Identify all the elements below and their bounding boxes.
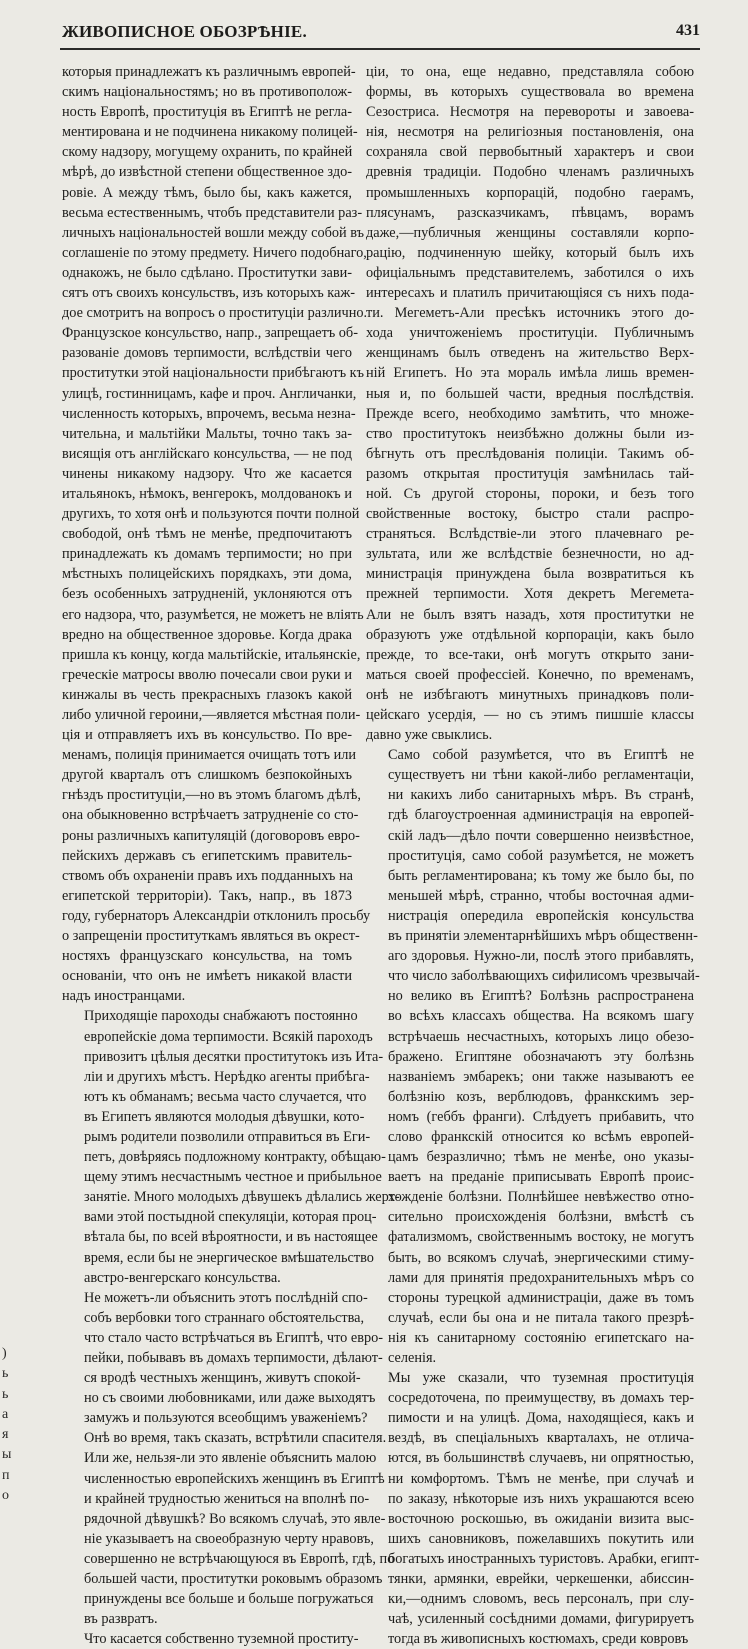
text-line: либо уличной героини,—является мѣстная поли- <box>62 707 361 723</box>
text-line: вредно на общественное здоровье. Когда драка <box>62 626 352 643</box>
text-line: сительно происхожденія болѣзни, вмѣстѣ съ <box>388 1209 694 1226</box>
text-line: ній Египетъ. Но эта мораль имѣла лишь времен- <box>366 365 694 382</box>
text-line: сосредоточена, по преимуществу, въ домахъ тер- <box>388 1390 694 1407</box>
text-line: прежде, то все-таки, онѣ могутъ открыто зани- <box>366 646 694 663</box>
text-line: другихъ, то хотя онѣ и пользуются почти полной <box>62 506 360 523</box>
text-line: онѣ не избѣгаютъ минутныхъ принадковъ поли- <box>366 686 694 703</box>
text-line: Французское консульство, напр., запрещаетъ об- <box>62 325 358 342</box>
text-line: ни какихъ либо санитарныхъ мѣръ. Въ странѣ, <box>388 787 694 804</box>
text-line: разованіе домовъ терпимости, вслѣдствіи чего <box>62 345 352 362</box>
text-line: проститутки этой національности прибѣгаютъ къ <box>62 365 365 382</box>
text-line: чинены никакому надзору. Что же касается <box>62 465 352 482</box>
text-line: гнѣздъ проституціи,—но въ этомъ благомъ дѣлѣ, <box>62 787 361 804</box>
text-line: основаніи, что онъ не имѣетъ никакой власти <box>62 968 352 985</box>
text-line: нистрація опередила европейскія консульства <box>388 907 694 924</box>
header-rule <box>60 48 700 50</box>
text-line: Что касается собственно туземной проститу- <box>84 1631 359 1648</box>
paragraph <box>366 62 694 745</box>
text-line: году, губернаторъ Александріи отклонилъ просьбу <box>62 907 371 924</box>
text-line: ваетъ на преданіе приписывать Европѣ проис- <box>388 1169 694 1186</box>
text-line: ются, въ большинствѣ случаевъ, ни опрятностью, <box>388 1450 694 1467</box>
text-line: мѣрѣ, до извѣстной степени общественное здо- <box>62 164 352 181</box>
text-line: селенія. <box>388 1350 437 1366</box>
text-line: женщинамъ былъ отведенъ на жительство Верх- <box>366 345 694 362</box>
page-header <box>60 16 700 50</box>
text-line: собъ вербовки того страннаго обстоятельства, <box>84 1309 365 1326</box>
text-line: мѣстныхъ полицейскихъ порядкахъ, эти дома, <box>62 566 352 583</box>
text-line: названіемъ эмбарекъ; они также называютъ ее <box>388 1068 694 1085</box>
text-line: дое смотритъ на вопросъ о проституціи различно. <box>62 305 368 322</box>
text-line: интересахъ и платилъ причитающіяся съ нихъ пода- <box>366 285 694 302</box>
text-line: надъ иностранцами. <box>62 988 186 1005</box>
text-line: хода уничтоженіемъ проституціи. Публичнымъ <box>366 325 694 342</box>
text-line: формы, въ которыхъ существовала во времена <box>366 84 694 101</box>
text-line: и крайней трудностью жениться на вполнѣ по- <box>84 1490 370 1507</box>
text-line: хожденіе болѣзни. Полнѣйшее невѣжество отно- <box>388 1189 694 1206</box>
text-line: по заказу, нѣкоторые изъ нихъ украшаются всею <box>388 1490 694 1507</box>
text-line: образуютъ уже отдѣльной корпораціи, какъ было <box>366 626 694 643</box>
text-line: рымъ родители позволили отправиться въ Еги- <box>84 1128 371 1145</box>
left-column <box>62 62 400 1649</box>
text-line: во всѣхъ классахъ общества. На всякомъ шагу <box>388 1008 694 1025</box>
text-line: ность Европѣ, проституція въ Египтѣ не регла- <box>62 104 352 121</box>
text-line: привозитъ цѣлыя десятки проститутокъ изъ Ита- <box>84 1048 384 1065</box>
text-line: европейскіе дома терпимости. Всякій пароходъ <box>84 1028 373 1045</box>
text-line: занятіе. Много молодыхъ дѣвушекъ дѣлались жерт- <box>84 1189 400 1206</box>
text-line: скимъ національностямъ; но въ противополож- <box>62 84 352 101</box>
text-line: нія къ санитарному состоянію египетскаго на- <box>388 1329 694 1346</box>
text-line: ство проститутокъ неизбѣжно должны были из- <box>366 425 694 442</box>
text-line: замужъ и пользуются всеобщимъ уваженіемъ? <box>84 1410 368 1427</box>
text-line: о запрещеніи проституткамъ являться въ окрест- <box>62 928 360 945</box>
text-line: личныхъ національностей вошли между собой въ <box>62 224 365 241</box>
edge-fragment: п <box>2 1467 10 1483</box>
text-line: сохраняла свой первобытный характеръ и свои <box>366 144 694 161</box>
text-line: зультата, или же вслѣдствіе безнечности, но ад- <box>366 546 694 563</box>
text-line: даже,—публичныя женщины составляли корпо- <box>366 224 694 241</box>
text-line: петъ, довѣряясь подложному контракту, обѣщаю- <box>84 1149 386 1166</box>
text-line: тогда въ живописныхъ костюмахъ, среди ковровъ <box>388 1631 689 1648</box>
text-line: пимости и на улицѣ. Дома, находящіеся, какъ и <box>388 1410 694 1427</box>
text-line: промышленныхъ корпорацій, подобно гаерамъ, <box>366 184 694 201</box>
text-line: богатыхъ иностранныхъ туристовъ. Арабки, египт- <box>388 1550 700 1567</box>
text-line: итальянокъ, нѣмокъ, венгерокъ, молдованокъ и <box>62 485 352 502</box>
text-line: численностью европейскихъ женщинъ въ Египтѣ <box>84 1470 385 1487</box>
text-line: Сезостриса. Несмотря на перевороты и завоева- <box>366 104 694 121</box>
text-line: вами этой постыдной спекуляціи, которая проц- <box>84 1209 377 1226</box>
text-line: слово франкскій относится ко всѣмъ европей- <box>388 1128 694 1145</box>
text-line: быть регламентирована; къ тому же было бы, по <box>388 867 694 884</box>
text-line: Не можетъ-ли объяснить этотъ послѣдній спо- <box>84 1289 368 1306</box>
text-line: въ развратъ. <box>84 1611 158 1628</box>
edge-fragment: о <box>2 1488 9 1504</box>
text-line: проституція, само собой разумѣется, не можетъ <box>388 847 694 864</box>
text-line: случаѣ, если бы она и не питала такого презрѣ- <box>388 1309 694 1326</box>
text-line: совершенно не встрѣчающуюся въ Европѣ, гдѣ, по <box>84 1550 395 1567</box>
text-line: быть, во всякомъ случаѣ, энергическими стиму- <box>388 1249 694 1266</box>
text-line: Само собой разумѣется, что въ Египтѣ не <box>388 747 694 764</box>
text-line: болѣзнію козъ, верблюдовъ, франкскимъ зер- <box>388 1088 694 1105</box>
text-line: маться своей профессіей. Конечно, по временамъ, <box>366 666 694 683</box>
text-line: греческіе матросы вволю почесали свои руки и <box>62 666 352 683</box>
text-line: она обыкновенно встрѣчаетъ затрудненіе со сто- <box>62 807 359 824</box>
text-line: рацію, подчиненную шейку, который былъ ихъ <box>366 244 694 261</box>
text-line: свойственные востоку, быстро стали распро- <box>366 506 694 523</box>
text-line: время, если бы не энергическое вмѣшательство <box>84 1249 374 1266</box>
paragraph <box>62 1629 359 1649</box>
text-line: египетской территоріи). Такъ, напр., въ 1873 <box>62 887 352 904</box>
text-line: чительна, и мальтійки Мальты, точно такъ за- <box>62 425 352 442</box>
text-line: численность которыхъ, впрочемъ, весьма незна- <box>62 405 356 422</box>
text-line: скій ладъ—дѣло почти совершенно неизвѣстное, <box>388 827 694 844</box>
text-line: аго здоровья. Нужно-ли, послѣ этого прибавлять, <box>388 948 694 965</box>
text-line: прежней терпимости. Хотя декретъ Мегемета- <box>366 586 694 603</box>
paragraph <box>62 1288 395 1630</box>
text-line: ліи и другихъ мѣстъ. Нерѣдко агенты прибѣга- <box>84 1068 370 1085</box>
text-line: менамъ, полиція принимается очищать тотъ или <box>62 747 357 764</box>
text-line: Прежде всего, необходимо замѣтить, что множе- <box>366 405 694 422</box>
text-line: весьма естественнымъ, чтобъ представители раз- <box>62 204 363 221</box>
text-line: рядочной дѣвушкѣ? Во всякомъ случаѣ, это явле- <box>84 1510 386 1527</box>
text-line: принуждены все больше и больше погружаться <box>84 1591 374 1608</box>
text-line: цейскаго усердія, — но съ этимъ пишшіе классы <box>366 707 694 723</box>
text-line: плясунамъ, разсказчикамъ, пѣвцамъ, ворамъ <box>366 204 694 221</box>
text-line: скому надзору, могущему охранить, по крайней <box>62 144 353 161</box>
text-line: давно уже свыклись. <box>366 727 493 744</box>
edge-fragment: ь <box>2 1366 9 1382</box>
text-line: ментирована и не подчинена никакому полицей- <box>62 124 358 141</box>
text-line: существуетъ ни тѣни какой-либо регламентаціи, <box>388 767 694 784</box>
text-line: улицѣ, гостинницамъ, кафе и проч. Англичанки, <box>62 385 357 402</box>
text-line: номъ (геббъ франги). Слѣдуетъ прибавить, что <box>388 1108 694 1125</box>
text-line: свободой, онѣ тѣмъ не менѣе, предпочитаютъ <box>62 526 352 543</box>
text-line: висящія отъ англійскаго консульства, — не под <box>62 445 352 462</box>
text-line: лами для принятія предохранительныхъ мѣръ со <box>388 1269 694 1286</box>
text-line: которыя принадлежатъ къ различнымъ европей- <box>62 64 356 80</box>
text-line: Приходящіе пароходы снабжаютъ постоянно <box>84 1008 358 1025</box>
text-line: встрѣчаешь несчастныхъ, которыхъ лицо обезо- <box>388 1028 694 1045</box>
paragraph <box>366 745 700 1368</box>
text-line: Али не былъ взятъ назадъ, хотя проститутки не <box>366 606 694 623</box>
text-line: ностяхъ французскаго консульства, на томъ <box>62 948 352 965</box>
text-line: что число заболѣвающихъ сифилисомъ чрезвычай- <box>388 968 700 985</box>
text-line: Мы уже сказали, что туземная проституція <box>388 1370 694 1387</box>
text-line: ція и отправляетъ ихъ въ консульство. По вре- <box>62 727 352 744</box>
journal-title: ЖИВОПИСНОЕ ОБОЗРѢНІЕ. <box>62 22 307 41</box>
text-line: разомъ открытая проституція замѣнилась тай- <box>366 465 694 482</box>
text-line: но съ своими любовниками, или даже выходятъ <box>84 1390 376 1407</box>
text-line: ся вродѣ честныхъ женщинъ, живутъ спокой- <box>84 1370 361 1387</box>
text-line: въ Египетъ являются молодыя дѣвушки, кото- <box>84 1108 365 1125</box>
text-line: вѣтала бы, по всей вѣроятности, и въ настоящее <box>84 1229 378 1246</box>
text-line: щему этимъ несчастнымъ честное и прибыльное <box>84 1169 382 1186</box>
text-line: пейки, побывавъ въ домахъ терпимости, дѣлают- <box>84 1350 383 1366</box>
text-line: что стало часто встрѣчаться въ Египтѣ, что евро- <box>84 1329 384 1346</box>
text-line: ровіе. А между тѣмъ, было бы, какъ кажется, <box>62 184 352 201</box>
text-line: но велико въ Египтѣ? Болѣзнь распространена <box>388 988 694 1005</box>
text-line: ки,—однимъ словомъ, весь персоналъ, при слу- <box>388 1591 694 1608</box>
text-line: ти. Мегеметъ-Али пресѣкъ источникъ этого до- <box>366 305 694 322</box>
text-line: въ принятіи элементарнѣйшихъ мѣръ общественн- <box>388 928 698 945</box>
text-line: ціи, то она, еще недавно, представляла собою <box>366 64 694 80</box>
text-line: шихъ сановниковъ, пожелавшихъ покутить или <box>388 1530 694 1547</box>
text-line: страняться. Вслѣдствіе-ли этого плачевнаго ре- <box>366 526 694 543</box>
edge-fragment: а <box>2 1406 9 1422</box>
text-line: ствомъ объ охраненіи правъ ихъ подданныхъ на <box>62 867 353 884</box>
text-line: стороны турецкой администраціи, даже въ томъ <box>388 1289 694 1306</box>
text-line: меньшей мѣрѣ, странно, чтобы восточная адми- <box>388 887 694 904</box>
text-line: безъ особенныхъ затрудненій, уклоняются отъ <box>62 586 352 603</box>
text-line: другой кварталъ отъ слишкомъ безпокойныхъ <box>62 767 352 784</box>
text-line: восточною роскошью, въ ожиданіи визита выс- <box>388 1510 694 1527</box>
edge-fragment: ь <box>2 1386 9 1402</box>
text-line: чаѣ, усиленный сосѣдними домами, фигурируетъ <box>388 1611 694 1628</box>
text-line: древнія традиціи. Подобно членамъ различныхъ <box>366 164 694 181</box>
text-line: цамъ безразлично; тѣмъ не менѣе, оно указы- <box>388 1149 694 1166</box>
text-line: принадлежать къ домамъ терпимости; но при <box>62 546 352 563</box>
page-number: 431 <box>676 22 700 39</box>
edge-fragment: ) <box>2 1346 7 1361</box>
text-line: ніе указываетъ на своеобразную черту нравовъ, <box>84 1530 374 1547</box>
edge-fragment: ы <box>2 1447 12 1463</box>
text-line: министрація принуждена была возвратиться къ <box>366 566 694 583</box>
previous-page-edge-fragments <box>2 1344 12 1506</box>
edge-fragment: я <box>2 1427 9 1443</box>
text-line: фатализмомъ, свойственнымъ востоку, не могутъ <box>388 1229 694 1246</box>
text-line: его надзора, что, разумѣется, не можетъ не вліять <box>62 606 364 623</box>
right-column <box>366 62 700 1649</box>
paragraph <box>62 1006 400 1287</box>
paragraph <box>366 1368 700 1649</box>
text-line: ной. Съ другой стороны, пороки, и безъ того <box>366 485 694 502</box>
text-line: нія, несмотря на религіозныя постановленія, она <box>366 124 694 141</box>
text-line: пришла къ концу, когда мальтійскіе, итальянскіе, <box>62 646 361 663</box>
text-line: большей части, проститутки роковымъ образомъ <box>84 1571 383 1588</box>
text-line: однакожъ, не было сдѣлано. Проститутки зави- <box>62 264 352 281</box>
text-line: пейскихъ державъ съ египетскимъ правитель- <box>62 847 352 864</box>
text-line: бѣгнуть отъ преслѣдованія полиціи. Такимъ об- <box>366 445 694 462</box>
text-line: ни комфортомъ. Тѣмъ не менѣе, при случаѣ и <box>388 1470 694 1487</box>
text-line: гдѣ благоустроенная администрація на европей- <box>388 807 694 824</box>
text-line: офиціальнымъ представителемъ, заботился о ихъ <box>366 264 694 281</box>
text-line: Онѣ во время, такъ сказать, встрѣтили спасителя. <box>84 1430 387 1447</box>
paragraph <box>62 62 371 1006</box>
text-line: соглашеніе по этому предмету. Ничего подобнаго, <box>62 244 367 261</box>
text-line: австро-венгерскаго консульства. <box>84 1269 281 1286</box>
text-line: кинжалы въ честь прекрасныхъ глазокъ какой <box>62 686 352 703</box>
text-line: тянки, армянки, еврейки, черкешенки, абисcин- <box>388 1571 694 1588</box>
text-line: вездѣ, въ спеціальныхъ кварталахъ, не отлича- <box>388 1430 694 1447</box>
text-line: роны различныхъ капитуляцій (договоровъ евро- <box>62 827 360 844</box>
text-line: ныя и, по большей части, вредныя послѣдствія. <box>366 385 694 402</box>
text-line: Или же, нельзя-ли это явленіе объяснить малою <box>84 1450 377 1467</box>
text-line: бражено. Египтяне обозначаютъ эту болѣзнь <box>388 1048 694 1065</box>
text-line: ютъ къ обманамъ; весьма часто случается, что <box>84 1088 367 1105</box>
text-line: сятъ отъ своихъ консульствъ, изъ которыхъ каж- <box>62 285 356 302</box>
